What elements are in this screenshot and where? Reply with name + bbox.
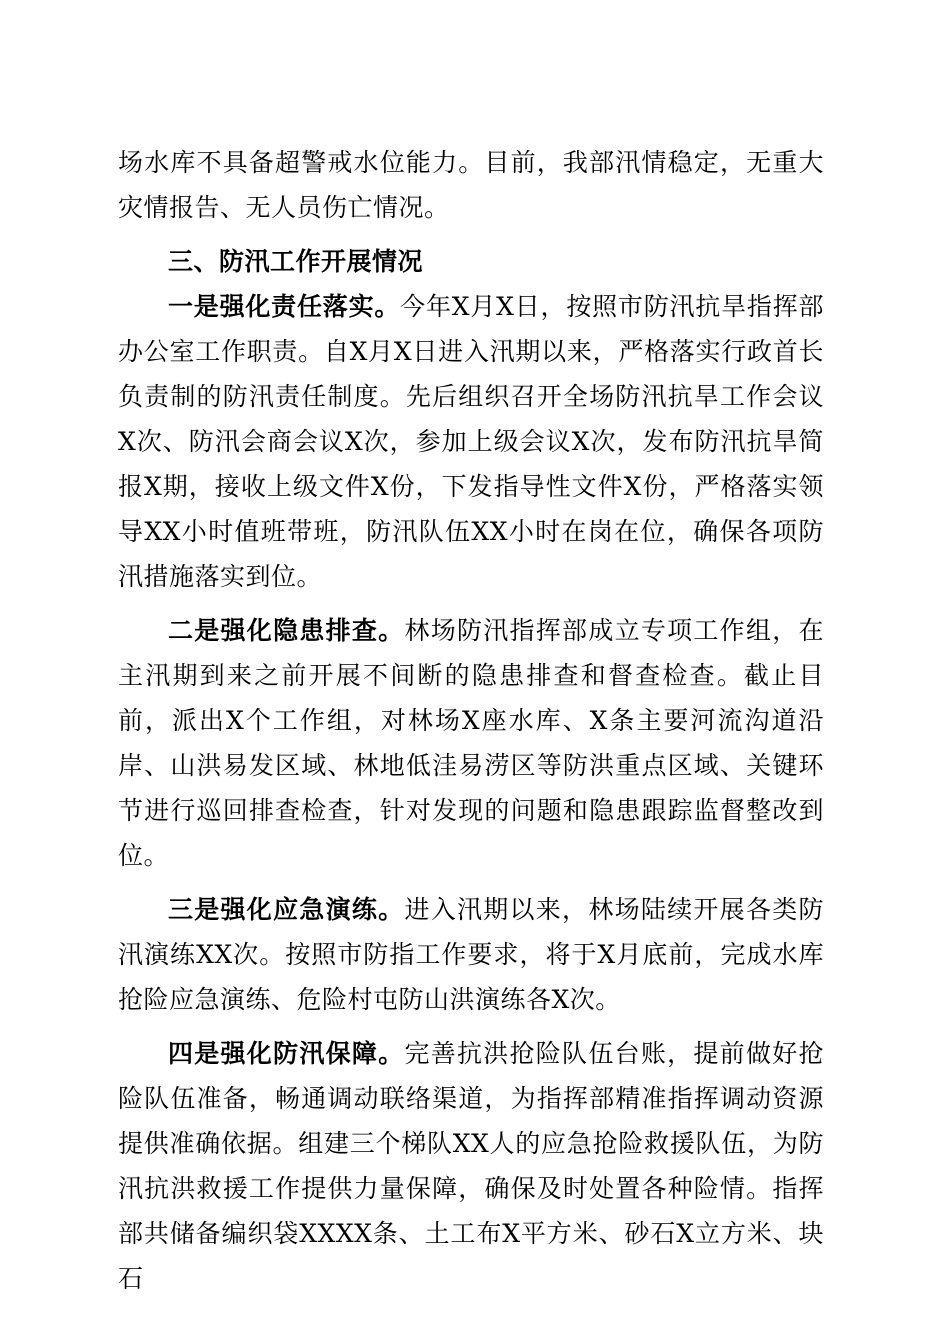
paragraph-lead: 三是强化应急演练。 bbox=[168, 895, 405, 924]
paragraph-lead: 一是强化责任落实。 bbox=[168, 292, 401, 321]
paragraph-hazard-inspection bbox=[118, 608, 824, 878]
paragraph-responsibility bbox=[118, 284, 824, 599]
paragraph-flood-support bbox=[118, 1031, 824, 1301]
paragraph-body: 进入汛期以来，林场陆续开展各类防汛演练XX次。按照市防指工作要求，将于X月底前，完成水库抢险应急演练、危险村屯防山洪演练各X次。 bbox=[118, 895, 824, 1014]
document-body bbox=[118, 140, 824, 1301]
paragraph-body: 今年X月X日，按照市防汛抗旱指挥部办公室工作职责。自X月X日进入汛期以来，严格落实行政首长负责制的防汛责任制度。先后组织召开全场防汛抗旱工作会议X次、防汛会商会议X次，参加上级会议X次，发布防汛抗旱简报X期，接收上级文件X份，下发指导性文件X份，严格落实领导XX小时值班带班，防汛队伍XX小时在岗在位，确保各项防汛措施落实到位。 bbox=[118, 292, 824, 591]
paragraph-lead: 二是强化隐患排查。 bbox=[168, 616, 405, 645]
paragraph-emergency-drill bbox=[118, 887, 824, 1022]
section-heading: 三、防汛工作开展情况 bbox=[168, 247, 424, 276]
paragraph-body: 完善抗洪抢险队伍台账，提前做好抢险队伍准备，畅通调动联络渠道，为指挥部精准指挥调动资源提供准确依据。组建三个梯队XX人的应急抢险救援队伍，为防汛抗洪救援工作提供力量保障，确保及时处置各种险情。指挥部共储备编织袋XXXX条、土工布X平方米、砂石X立方米、块石 bbox=[118, 1039, 824, 1293]
paragraph-lead: 四是强化防汛保障。 bbox=[168, 1039, 405, 1068]
continuation-paragraph: 场水库不具备超警戒水位能力。目前，我部汛情稳定，无重大灾情报告、无人员伤亡情况。 bbox=[118, 148, 824, 222]
paragraph-body: 林场防汛指挥部成立专项工作组，在主汛期到来之前开展不间断的隐患排查和督查检查。截止目前，派出X个工作组，对林场X座水库、X条主要河流沟道沿岸、山洪易发区域、林地低洼易涝区等防洪重点区域、关键环节进行巡回排查检查，针对发现的问题和隐患跟踪监督整改到位。 bbox=[118, 616, 824, 870]
